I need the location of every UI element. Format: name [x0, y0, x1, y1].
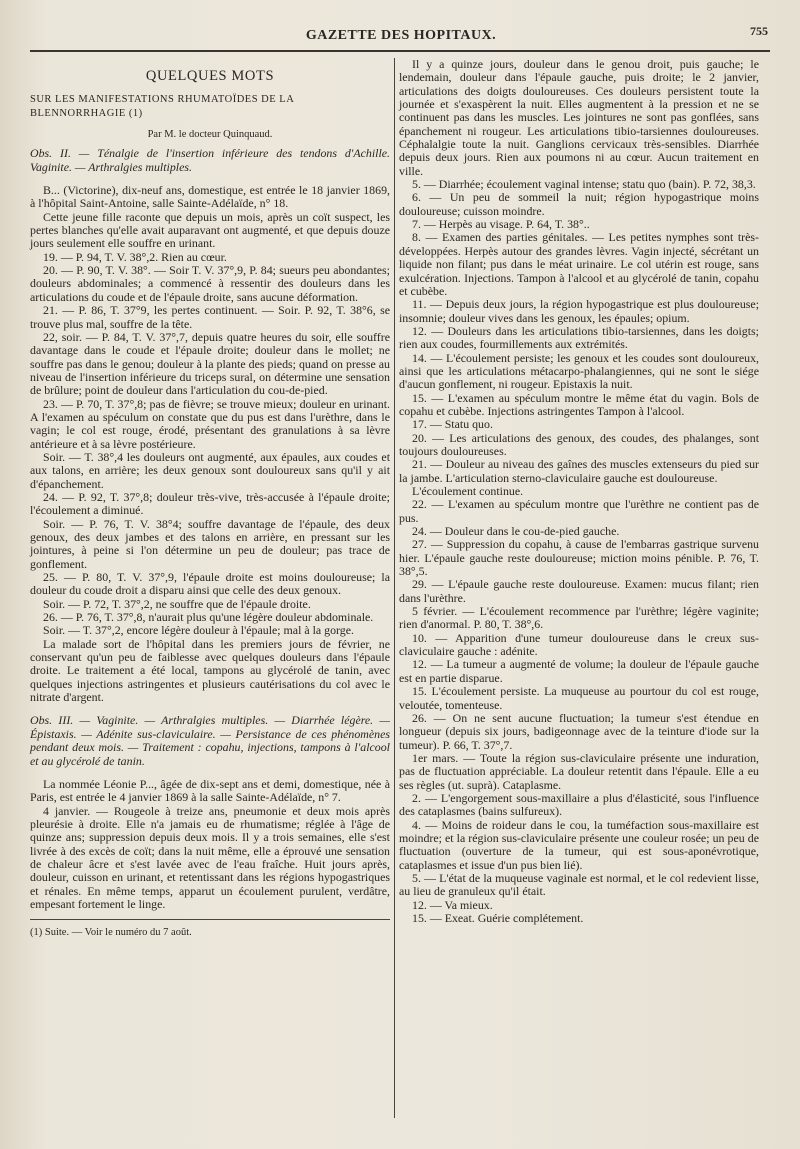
- observation-3-heading: Obs. III. — Vaginite. — Arthralgies multiples. — Diarrhée légère. — Épistaxis. — Adénite sus-claviculaire. — Persistance de ces phénomènes pendant deux mois. — Traitement : copahu, injections, tampons à l'alcool et au glycérolé de tanin.: [30, 713, 390, 768]
- paragraph: 7. — Herpès au visage. P. 64, T. 38°..: [412, 217, 590, 232]
- journal-title: GAZETTE DES HOPITAUX.: [305, 28, 497, 43]
- paragraph: 5. — Diarrhée; écoulement vaginal intense; statu quo (bain). P. 72, 38,3.: [412, 177, 756, 192]
- paragraph: Soir. — P. 76, T. V. 38°4; souffre davantage de l'épaule, des deux genoux, des deux jambes et des talons en arrière, en pressant sur les jointures, à peine si l'on détermine un peu de douleur; pas trace de gonflement.: [30, 516, 390, 571]
- paragraph: Soir. — T. 37°,2, encore légère douleur à l'épaule; mal à la gorge.: [43, 623, 354, 638]
- paragraph: Cette jeune fille raconte que depuis un mois, après un coït suspect, les pertes blanches qu'elle avait auparavant ont augmenté, et que depuis douze jours seulement elle souffre en urinant.: [30, 209, 390, 251]
- paragraph: 12. — Douleurs dans les articulations tibio-tarsiennes, dans les doigts; rien aux coudes, fourmillements aux extrémités.: [399, 323, 759, 352]
- paragraph: Il y a quinze jours, douleur dans le genou droit, puis gauche; le lendemain, douleur dans l'épaule gauche, puis droite; le 2 janvier, articulations des doigts douloureuses. Ces douleurs persistent toute la journée et s'exaspèrent la nuit. Elles augmentent à la pression et ne se continuent pas dans les muscles. Les jointures ne sont pas gonflées, sans épanchement ni rougeur. Les articulations tibio-tarsiennes douloureuses. Céphalalgie toute la nuit. Ganglions cervicaux très-sensibles. Diarrhée depuis deux jours. Rien aux poumons ni au cœur. Aucun traitement en ville.: [399, 57, 759, 178]
- paragraph: La malade sort de l'hôpital dans les premiers jours de février, ne conservant qu'un peu de faiblesse avec quelques douleurs dans l'épaule droite. Le traitement a été local, tampons au glycérolé de tanin, avec quelques injections astringentes et plusieurs cautérisations du col avec le nitrate d'argent.: [30, 636, 390, 705]
- right-column: [399, 58, 759, 925]
- column-divider: [394, 58, 395, 1118]
- paragraph: 12. — La tumeur a augmenté de volume; la douleur de l'épaule gauche est en partie disparue.: [399, 657, 759, 685]
- footnote-rule: [30, 919, 390, 920]
- paragraph: 20. — Les articulations des genoux, des coudes, des phalanges, sont toujours douloureuses.: [399, 430, 759, 458]
- paragraph: 5. — L'état de la muqueuse vaginale est normal, et le col redevient lisse, au lieu de granuleux qu'il était.: [399, 870, 759, 899]
- paragraph: 17. — Statu quo.: [412, 417, 493, 432]
- paragraph: B... (Victorine), dix-neuf ans, domestique, est entrée le 18 janvier 1869, à l'hôpital Saint-Antoine, salle Sainte-Adélaïde, n° 18.: [30, 183, 390, 211]
- paragraph: 6. — Un peu de sommeil la nuit; région hypogastrique moins douloureuse; cuisson moindre.: [399, 190, 759, 218]
- paragraph: La nommée Léonie P..., âgée de dix-sept ans et demi, domestique, née à Paris, est entrée le 4 janvier 1869 à la salle Sainte-Adélaïde, n° 7.: [30, 776, 390, 805]
- article-author: Par M. le docteur Quinquaud.: [147, 129, 273, 141]
- paragraph: 26. — P. 76, T. 37°,8, n'aurait plus qu'une légère douleur abdominale.: [43, 610, 374, 625]
- left-column: [30, 58, 390, 940]
- paragraph: 27. — Suppression du copahu, à cause de l'embarras gastrique survenu hier. L'épaule gauche reste douloureuse; miction moins pénible. P. 76, T. 38°,5.: [399, 537, 759, 579]
- paragraph: 4. — Moins de roideur dans le cou, la tuméfaction sous-maxillaire est moindre; et la région sus-claviculaire présente une couleur rosée; un peu de fluctuation (ouverture de la tumeur, qui est sous-aponévrotique, cataplasmes et issue d'un pus bien lié).: [399, 817, 759, 872]
- paragraph: 5 février. — L'écoulement recommence par l'urèthre; légère vaginite; rien d'anormal. P. 80, T. 38°,6.: [399, 604, 759, 632]
- paragraph: 22. — L'examen au spéculum montre que l'urèthre ne contient pas de pus.: [399, 497, 759, 525]
- paragraph: 19. — P. 94, T. V. 38°,2. Rien au cœur.: [43, 249, 227, 264]
- paragraph: Soir. — P. 72, T. 37°,2, ne souffre que de l'épaule droite.: [43, 596, 311, 611]
- paragraph: 10. — Apparition d'une tumeur douloureuse dans le creux sus-claviculaire gauche : adénite.: [399, 630, 759, 659]
- paragraph: 24. — P. 92, T. 37°,8; douleur très-vive, très-accusée à l'épaule droite; l'écoulement a diminué.: [30, 489, 390, 518]
- paragraph: 8. — Examen des parties génitales. — Les petites nymphes sont très-développées. Herpès autour des grandes lèvres. Vagin injecté, sécrétant un liquide non filant; pus dans le méat urinaire. Le col utérin est rouge, sans exulcération. Injections. Tampon à l'alcool et au glycérolé de tanin, copahu et cubèbe.: [399, 230, 759, 298]
- page-header: [30, 22, 772, 50]
- footnote: (1) Suite. — Voir le numéro du 7 août.: [30, 927, 192, 939]
- observation-2-heading: Obs. II. — Ténalgie de l'insertion inférieure des tendons d'Achille. Vaginite. — Arthralgies multiples.: [30, 146, 390, 174]
- paragraph: 11. — Depuis deux jours, la région hypogastrique est plus douloureuse; insomnie; douleur vives dans les genoux, les épaules; opium.: [399, 297, 759, 325]
- paragraph: 25. — P. 80, T. V. 37°,9, l'épaule droite est moins douloureuse; la douleur du coude droit a disparu ainsi que celle des deux genoux.: [30, 570, 390, 598]
- paragraph: L'écoulement continue.: [412, 484, 524, 498]
- paragraph: 1er mars. — Toute la région sus-claviculaire présente une induration, pas de fluctuation appréciable. La douleur retentit dans l'épaule. Elle a eu ses règles (ut. suprà). Cataplasme.: [399, 750, 759, 792]
- paragraph: 29. — L'épaule gauche reste douloureuse. Examen: mucus filant; rien dans l'urèthre.: [399, 577, 759, 605]
- article-title: QUELQUES MOTS: [145, 68, 275, 84]
- header-rule: [30, 50, 770, 52]
- paragraph: 20. — P. 90, T. V. 38°. — Soir T. V. 37°,9, P. 84; sueurs peu abondantes; douleurs abdominales; a commencé à ressentir des douleurs dans les articulations du coude et de l'épaule droite, sans aucune déformation.: [30, 263, 390, 304]
- paragraph: 22, soir. — P. 84, T. V. 37°,7, depuis quatre heures du soir, elle souffre davantage dans le coude et l'épaule droite; douleur dans le mollet; ne souffre pas dans le genou; douleur à la plante des pieds; quand on presse au niveau de l'insertion inférieure du triceps sural, on détermine une sensation de brûlure; point de douleur dans l'articulation du cou-de-pied.: [30, 329, 390, 398]
- paragraph: 24. — Douleur dans le cou-de-pied gauche.: [412, 524, 620, 539]
- paragraph: 15. — L'examen au spéculum montre le même état du vagin. Bols de copahu et cubèbe. Injections astringentes Tampon à l'alcool.: [399, 390, 759, 418]
- paragraph: 12. — Va mieux.: [412, 897, 493, 912]
- paragraph: 23. — P. 70, T. 37°,8; pas de fièvre; se trouve mieux; douleur en urinant. A l'examen au spéculum on constate que du pus est dans l'urèthre, dans le vagin; le col est rouge, érodé, présentant des granulations à sa lèvre antérieure et à sa lèvre postérieure.: [30, 396, 390, 451]
- paragraph: 15. — Exeat. Guérie complétement.: [412, 911, 584, 925]
- page-number: 755: [750, 24, 768, 38]
- paragraph: 26. — On ne sent aucune fluctuation; la tumeur s'est étendue en longueur (depuis six jours, badigeonnage avec de la teinture d'iode sur la tumeur). P. 66, T. 37°,7.: [399, 710, 759, 752]
- paragraph: Soir. — T. 38°,4 les douleurs ont augmenté, aux épaules, aux coudes et aux talons, en arrière; les deux genoux sont douloureux sans qu'il y ait d'épanchement.: [30, 449, 390, 491]
- paragraph: 2. — L'engorgement sous-maxillaire a plus d'élasticité, sous l'influence des cataplasmes (bains sulfureux).: [399, 790, 759, 819]
- paragraph: 21. — P. 86, T. 37°9, les pertes continuent. — Soir. P. 92, T. 38°6, se trouve plus mal, souffre de la tête.: [30, 303, 390, 331]
- paragraph: 14. — L'écoulement persiste; les genoux et les coudes sont douloureux, ainsi que les articulations métacarpo-phalangiennes, qui ne sont le siége d'aucun gonflement, ni rougeur. Epistaxis la nuit.: [399, 350, 759, 392]
- article-subtitle: SUR LES MANIFESTATIONS RHUMATOÏDES DE LA BLENNORRHAGIE (1): [30, 94, 294, 119]
- paragraph: 21. — Douleur au niveau des gaînes des muscles extenseurs du pied sur la jambe. L'articulation sterno-claviculaire gauche est douloureuse.: [399, 457, 759, 485]
- paragraph: 15. L'écoulement persiste. La muqueuse au pourtour du col est rouge, veloutée, tomenteuse.: [399, 684, 759, 712]
- paragraph: 4 janvier. — Rougeole à treize ans, pneumonie et deux mois après pleurésie à droite. Elle n'a jamais eu de rhumatisme; réglée à l'âge de quinze ans; suppression depuis deux mois. Il y a trois semaines, elle s'est livrée à des excès de coït; dans la nuit même, elle a éprouvé une sensation de chaleur âcre et s'est lavée avec de l'eau fraîche. Huit jours après, douleur, cuisson en urinant, et retentissant dans les régions hypogastriques et rénales. En même temps, apparut un écoulement purulent, verdâtre, empesant fortement le linge.: [30, 803, 390, 911]
